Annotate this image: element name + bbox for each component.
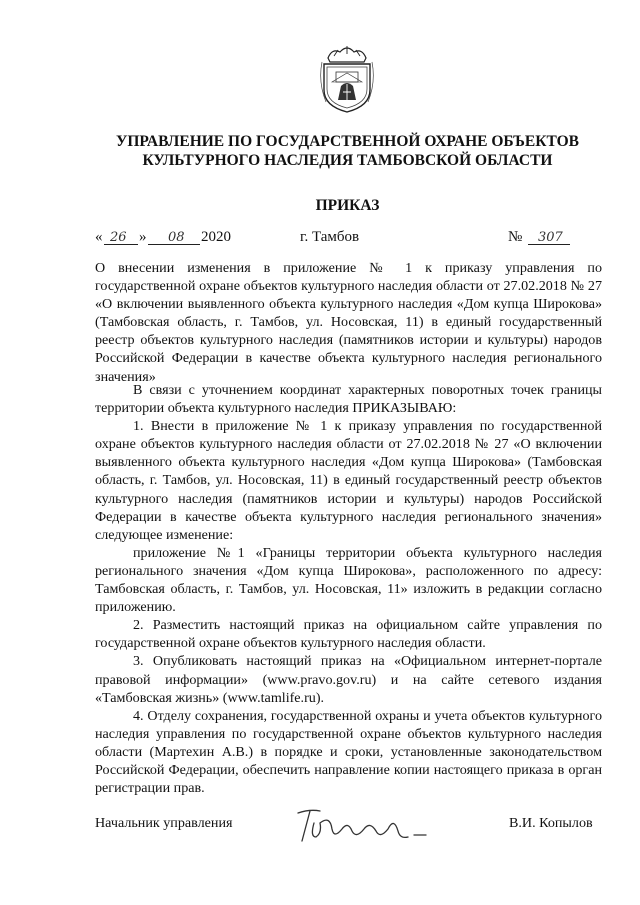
month-underline [148, 244, 200, 245]
document-type-heading: ПРИКАЗ [315, 197, 380, 214]
number-sign: № [508, 229, 523, 245]
order-year: 2020 [201, 229, 231, 245]
date-number-line [0, 229, 640, 251]
quote-close: » [139, 229, 147, 245]
org-title-line-2: КУЛЬТУРНОГО НАСЛЕДИЯ ТАМБОВСКОЙ ОБЛАСТИ [142, 152, 553, 169]
body-paragraph: 2. Разместить настоящий приказ на официальном сайте управления по государственной охране объектов культурного наследия области. [95, 617, 602, 652]
signer-name: В.И. Копылов [509, 815, 593, 831]
body-paragraph: приложение №1 «Границы территории объекта культурного наследия регионального значения «Дом купца Широкова», расположенного по адресу: Тамбовская область, г. Тамбов, ул. Носовская, 11» изложить в редакции согласно приложению. [95, 544, 602, 616]
body-paragraph: 1. Внести в приложение № 1 к приказу управления по государственной охране объектов культурного наследия области от 27.02.2018 № 27 «О включении выявленного объекта культурного наследия «Дом купца Широкова» (Тамбовская область, г. Тамбов, ул. Носовская, 11) в единый государственный реестр объектов культурного наследия (памятников истории и культуры) народов Российской Федерации в качестве объекта культурного наследия регионального значения» следующее изменение: [95, 418, 602, 543]
order-month: 08 [168, 230, 185, 245]
order-number: 307 [538, 230, 563, 245]
body-paragraph: 3. Опубликовать настоящий приказ на «Официальном интернет-портале правовой информации» (www.pravo.gov.ru) и на сайте сетевого издания «Тамбовская жизнь» (www.tamlife.ru). [95, 653, 602, 706]
number-underline [528, 244, 570, 245]
organization-title [60, 132, 635, 170]
subject-text: О внесении изменения в приложение № 1 к приказу управления по государственной охране объектов культурного наследия области от 27.02.2018 № 27 «О включении выявленного объекта культурного наследия «Дом купца Широкова» (Тамбовская область, г. Тамбов, ул. Носовская, 11) в единый государственный реестр объектов культурного наследия (памятников истории и культуры) народов Российской Федерации в качестве объекта культурного наследия регионального значения» [95, 260, 602, 385]
handwritten-signature-icon [290, 803, 440, 845]
order-subject [95, 259, 602, 386]
signer-position: Начальник управления [95, 815, 233, 831]
order-city: г. Тамбов [300, 229, 360, 245]
body-paragraph: 4. Отделу сохранения, государственной охраны и учета объектов культурного наследия управления по государственной охране объектов культурного наследия области (Мартехин А.В.) в порядке и сроки, установленные законодательством Российской Федерации, обеспечить направление копии настоящего приказа в орган регистрации прав. [95, 707, 602, 797]
order-body [95, 381, 602, 797]
quote-open: « [95, 229, 103, 245]
body-paragraph: В связи с уточнением координат характерных поворотных точек границы территории объекта культурного наследия ПРИКАЗЫВАЮ: [95, 382, 602, 417]
order-day: 26 [110, 230, 127, 245]
org-title-line-1: УПРАВЛЕНИЕ ПО ГОСУДАРСТВЕННОЙ ОХРАНЕ ОБЪЕКТОВ [115, 133, 580, 150]
tambov-coat-of-arms-icon [318, 42, 376, 114]
day-underline [104, 244, 138, 245]
